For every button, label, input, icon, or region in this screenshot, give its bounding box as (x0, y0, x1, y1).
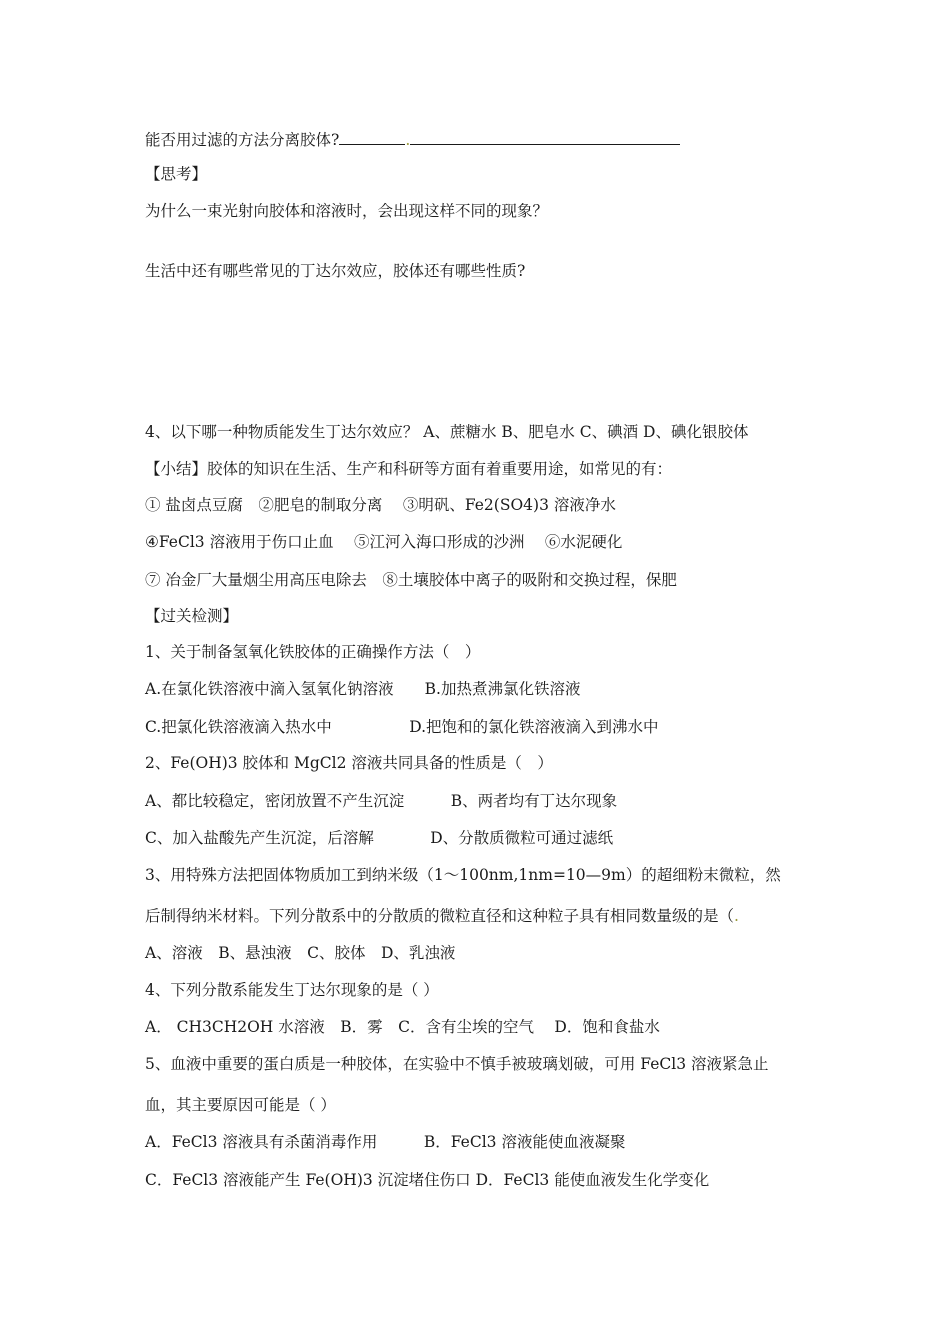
test-question-3-options: A、溶液 B、悬浊液 C、胶体 D、乳浊液 (145, 944, 456, 962)
test-question-4-options: A． CH3CH2OH 水溶液 B．雾 C．含有尘埃的空气 D．饱和食盐水 (145, 1018, 660, 1036)
test-question-5-options-ab: A．FeCl3 溶液具有杀菌消毒作用 B．FeCl3 溶液能使血液凝聚 (145, 1133, 626, 1151)
test-question-2: 2、Fe(OH)3 胶体和 MgCl2 溶液共同具备的性质是（ ） (145, 754, 553, 772)
think-question-1: 为什么一束光射向胶体和溶液时，会出现这样不同的现象？ (145, 202, 549, 220)
test-question-2-options-ab: A、都比较稳定，密闭放置不产生沉淀 B、两者均有丁达尔现象 (145, 792, 618, 810)
section-heading-think: 【思考】 (145, 165, 208, 183)
summary-item-1: ① 盐卤点豆腐 ②肥皂的制取分离 ③明矾、Fe2(SO4)3 溶液净水 (145, 496, 616, 514)
test-question-2-options-cd: C、加入盐酸先产生沉淀，后溶解 D、分散质微粒可通过滤纸 (145, 829, 614, 847)
test-question-5-line-2: 血，其主要原因可能是（ ） (145, 1096, 336, 1114)
test-question-1-options-ab: A.在氯化铁溶液中滴入氢氧化钠溶液 B.加热煮沸氯化铁溶液 (145, 680, 581, 698)
test-question-5-line-1: 5、血液中重要的蛋白质是一种胶体，在实验中不慎手被玻璃划破，可用 FeCl3 溶液紧急止 (145, 1055, 769, 1073)
summary-item-2: ④FeCl3 溶液用于伤口止血 ⑤江河入海口形成的沙洲 ⑥水泥硬化 (145, 533, 623, 551)
answer-blank (410, 128, 680, 145)
test-question-1-options-cd: C.把氯化铁溶液滴入热水中 D.把饱和的氯化铁溶液滴入到沸水中 (145, 718, 659, 736)
question-4-tyndall: 4、以下哪一种物质能发生丁达尔效应？ A、蔗糖水 B、肥皂水 C、碘酒 D、碘化银胶体 (145, 423, 749, 441)
summary-item-3: ⑦ 冶金厂大量烟尘用高压电除去 ⑧土壤胶体中离子的吸附和交换过程，保肥 (145, 571, 677, 589)
test-question-1: 1、关于制备氢氧化铁胶体的正确操作方法（ ） (145, 643, 481, 661)
think-question-2: 生活中还有哪些常见的丁达尔效应，胶体还有哪些性质? (145, 262, 526, 280)
test-question-3-line-2: 后制得纳米材料。下列分散系中的分散质的微粒直径和这种粒子具有相同数量级的是（. (145, 907, 739, 925)
section-heading-test: 【过关检测】 (145, 607, 239, 625)
question-filter-colloid: 能否用过滤的方法分离胶体? . (145, 128, 680, 150)
test-question-4: 4、下列分散系能发生丁达尔现象的是（ ） (145, 981, 439, 999)
test-question-5-options-cd: C．FeCl3 溶液能产生 Fe(OH)3 沉淀堵住伤口 D．FeCl3 能使血液发生化学变化 (145, 1171, 710, 1189)
test-question-3-line-1: 3、用特殊方法把固体物质加工到纳米级（1～100nm,1nm=10—9m）的超细粉末微粒，然 (145, 866, 781, 884)
summary-intro: 【小结】胶体的知识在生活、生产和科研等方面有着重要用途，如常见的有： (145, 460, 673, 478)
answer-blank (339, 128, 405, 145)
